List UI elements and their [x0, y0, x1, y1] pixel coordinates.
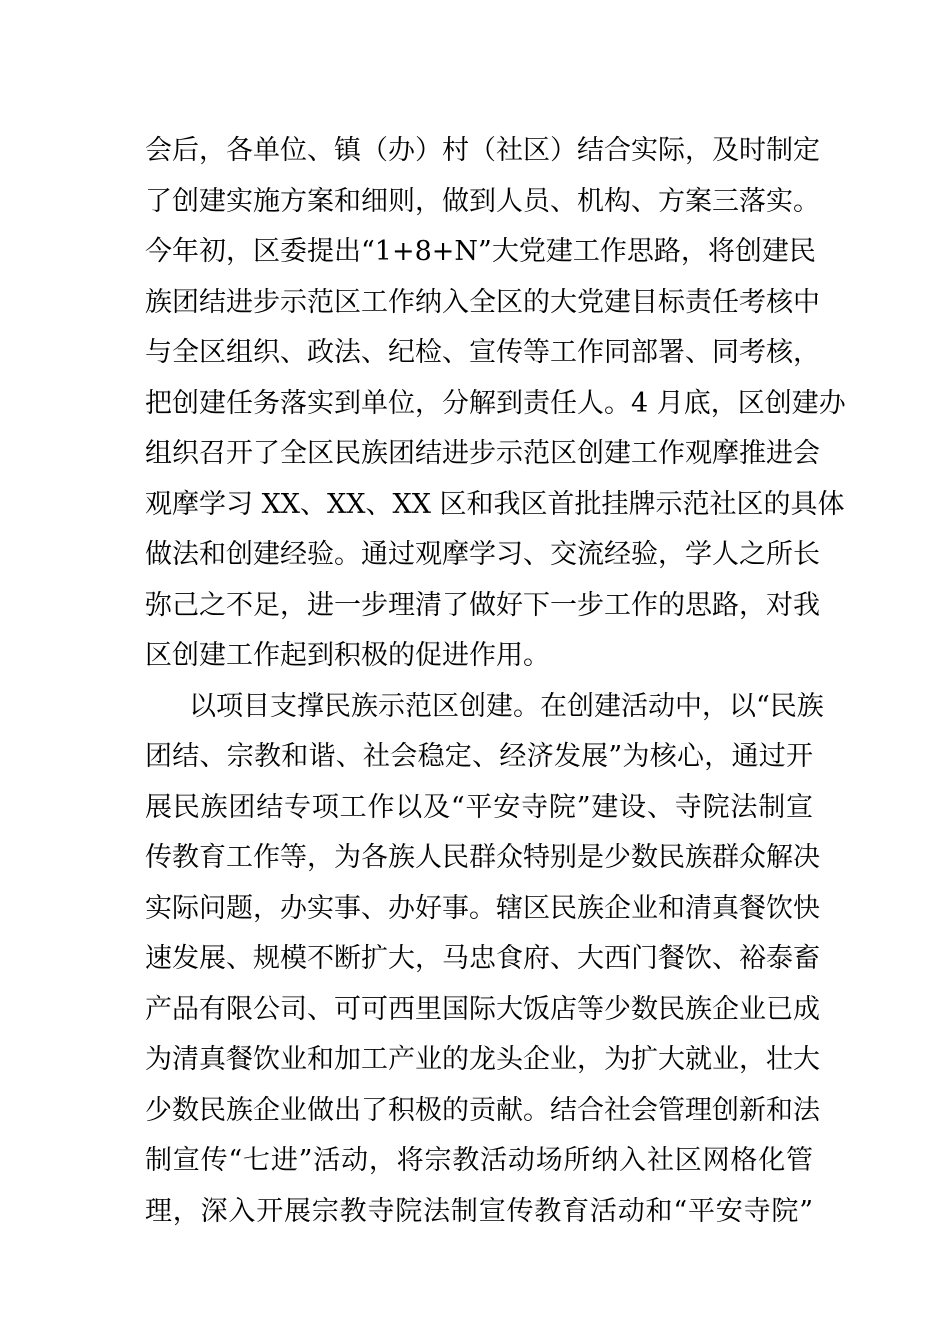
- text-line: 团结、宗教和谐、社会稳定、经济发展”为核心，通过开: [145, 741, 813, 772]
- text-line: 速发展、规模不断扩大，马忠食府、大西门餐饮、裕泰畜: [145, 943, 820, 974]
- text-line: 制宣传“七进”活动，将宗教活动场所纳入社区网格化管: [145, 1145, 813, 1176]
- text-line: 组织召开了全区民族团结进步示范区创建工作观摩推进会: [145, 438, 820, 469]
- text-line: 了创建实施方案和细则，做到人员、机构、方案三落实。: [145, 185, 820, 217]
- text-line: 与全区组织、政法、纪检、宣传等工作同部署、同考核，: [145, 337, 820, 368]
- text-line: 传教育工作等，为各族人民群众特别是少数民族群众解决: [145, 842, 820, 873]
- text-line: 族团结进步示范区工作纳入全区的大党建目标责任考核中: [145, 286, 820, 318]
- text-line: 产品有限公司、可可西里国际大饭店等少数民族企业已成: [145, 993, 820, 1025]
- paragraph-first-line: 以项目支撑民族示范区创建。在创建活动中，以“民族: [189, 690, 824, 722]
- text-line: 今年初，区委提出“1+8+N”大党建工作思路，将创建民: [145, 236, 816, 267]
- body-text: [145, 126, 846, 1237]
- text-line: 弥己之不足，进一步理清了做好下一步工作的思路，对我: [145, 589, 820, 621]
- text-line: 把创建任务落实到单位，分解到责任人。4 月底，区创建办: [145, 387, 846, 419]
- text-line: 观摩学习 XX、XX、XX 区和我区首批挂牌示范社区的具体: [145, 488, 845, 520]
- text-line: 少数民族企业做出了积极的贡献。结合社会管理创新和法: [145, 1094, 820, 1126]
- text-line: 展民族团结专项工作以及“平安寺院”建设、寺院法制宣: [145, 791, 813, 823]
- text-line: 理，深入开展宗教寺院法制宣传教育活动和“平安寺院”: [145, 1195, 813, 1227]
- text-line: 区创建工作起到积极的促进作用。: [145, 640, 550, 671]
- text-line: 会后，各单位、镇（办）村（社区）结合实际，及时制定: [145, 135, 820, 166]
- text-line: 为清真餐饮业和加工产业的龙头企业，为扩大就业，壮大: [145, 1044, 820, 1075]
- text-line: 做法和创建经验。通过观摩学习、交流经验，学人之所长: [145, 539, 820, 570]
- text-line: 实际问题，办实事、办好事。辖区民族企业和清真餐饮快: [145, 892, 820, 924]
